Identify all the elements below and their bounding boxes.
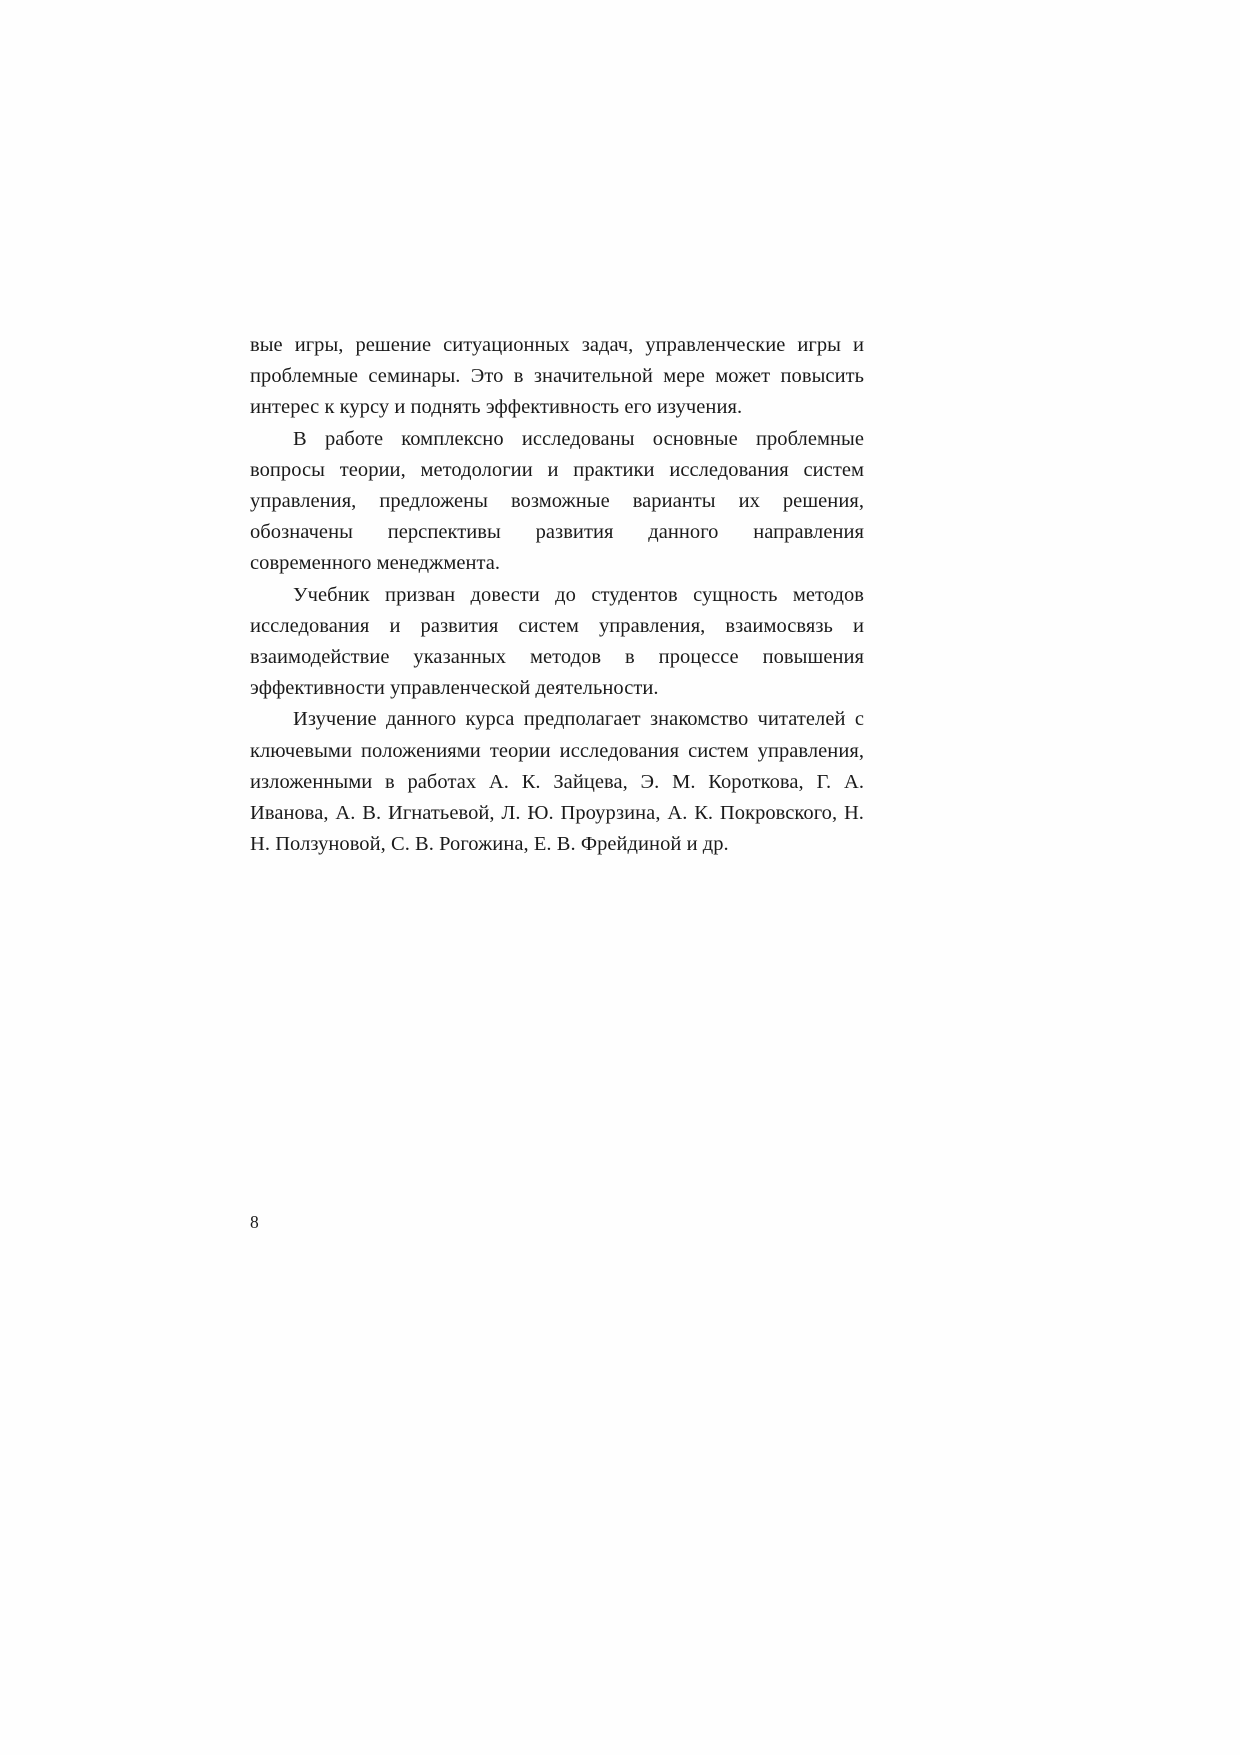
paragraph-4: Изучение данного курса предполагает знакомство читателей с ключевыми положениями теории исследования систем управления, изложенными в работах А. К. Зайцева, Э. М. Короткова, Г. А. Иванова, А. В. Игнатьевой, Л. Ю. Проурзина, А. К. Покровского, Н. Н. Ползуновой, С. В. Рогожина, Е. В. Фрейдиной и др.	[250, 708, 864, 856]
body-text-block	[250, 330, 864, 860]
page-number: 8	[250, 1212, 259, 1232]
paragraph-2: В работе комплексно исследованы основные проблемные вопросы теории, методологии и практики исследования систем управления, предложены возможные варианты их решения, обозначены перспективы развития данного направления современного менеджмента.	[250, 427, 864, 575]
paragraph-3: Учебник призван довести до студентов сущность методов исследования и развития систем управления, взаимосвязь и взаимодействие указанных методов в процессе повышения эффективности управленческой деятельности.	[250, 583, 864, 700]
paragraph-1: вые игры, решение ситуационных задач, управленческие игры и проблемные семинары. Это в значительной мере может повысить интерес к курсу и поднять эффективность его изучения.	[250, 334, 864, 419]
